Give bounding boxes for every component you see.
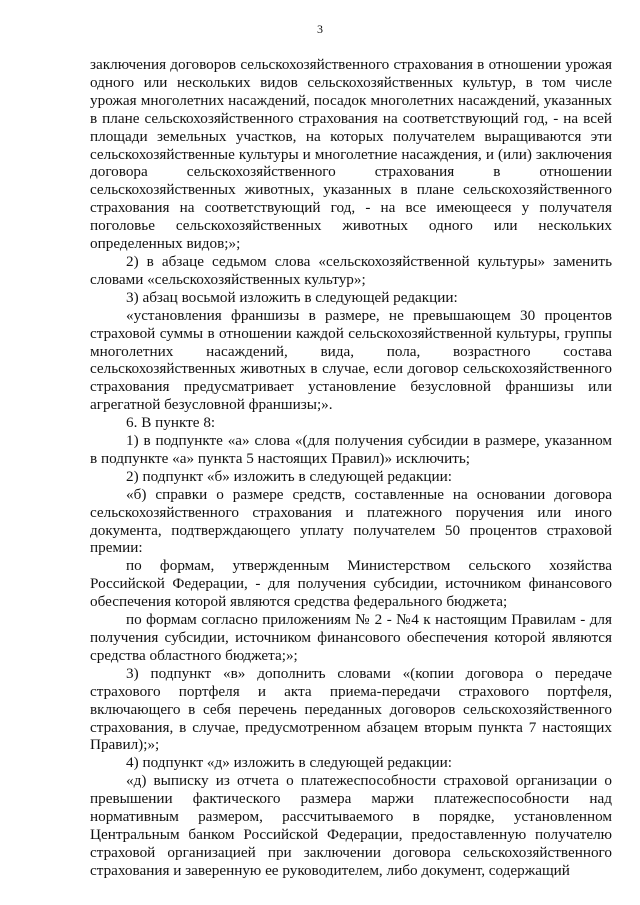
paragraph-subitem-4: 4) подпункт «д» изложить в следующей редакции: (126, 754, 452, 772)
paragraph-quote-franchise: «установления франшизы в размере, не превышающем 30 процентов страховой суммы в отношении каждой сельскохозяйственной культуры, группы многолетних насаждений, вида, пола, возрастного состава сельскохозяйственных животных в случае, если договор сельскохозяйственного страхования предусматривает установление безусловной франшизы или агрегатной безусловной франшизы;». (90, 306, 612, 414)
page-number: 3 (317, 22, 323, 36)
paragraph-quote-d: «д) выписку из отчета о платежеспособности страховой организации о превышении фактического размера маржи платежеспособности над нормативным размером, рассчитываемого в порядке, установленном Центральным банком Российской Федерации, предоставленную получателю страховой организацией при заключении договора сельскохозяйственного страхования и заверенную ее руководителем, либо документ, содержащий (90, 772, 612, 879)
paragraph-subitem-2: 2) подпункт «б» изложить в следующей редакции: (126, 467, 452, 485)
paragraph-clause-6: 6. В пункте 8: (126, 414, 216, 432)
paragraph-item-3: 3) абзац восьмой изложить в следующей редакции: (126, 288, 458, 306)
paragraph-item-2: 2) в абзаце седьмом слова «сельскохозяйственной культуры» заменить словами «сельскохозяйственных культур»; (90, 252, 612, 288)
paragraph-continuation: заключения договоров сельскохозяйственного страхования в отношении урожая одного или нескольких видов сельскохозяйственных культур, в том числе урожая многолетних насаждений, посадок многолетних насаждений, указанных в плане сельскохозяйственного страхования на соответствующий год, - на всей площади земельных участков, на которых получателем выращиваются эти сельскохозяйственные культуры и многолетние насаждения, и (или) заключения договора сельскохозяйственного страхования в отношении сельскохозяйственных животных, указанных в плане сельскохозяйственного страхования на соответствующий год, - на все имеющееся у получателя поголовье сельскохозяйственных животных одного или нескольких определенных видов;»; (90, 56, 612, 253)
document-body (90, 56, 612, 880)
paragraph-subitem-3: 3) подпункт «в» дополнить словами «(копии договора о передаче страхового портфеля и акта приема-передачи страхового портфеля, включающего в себя перечень переданных договоров сельскохозяйственного страхования, в случае, предусмотренном абзацем вторым пункта 7 настоящих Правил);»; (90, 664, 612, 754)
paragraph-forms-regional: по формам согласно приложениям № 2 - №4 к настоящим Правилам - для получения субсидии, источником финансового обеспечения которой являются средства областного бюджета;»; (90, 611, 612, 664)
paragraph-subitem-1: 1) в подпункте «а» слова «(для получения субсидии в размере, указанном в подпункте «а» пункта 5 настоящих Правил)» исключить; (90, 432, 612, 467)
paragraph-forms-federal: по формам, утвержденным Министерством сельского хозяйства Российской Федерации, - для получения субсидии, источником финансового обеспечения которой являются средства федерального бюджета; (90, 557, 612, 611)
paragraph-quote-b: «б) справки о размере средств, составленные на основании договора сельскохозяйственного страхования и платежного поручения или иного документа, подтверждающего уплату получателем 50 процентов страховой премии: (90, 485, 612, 557)
